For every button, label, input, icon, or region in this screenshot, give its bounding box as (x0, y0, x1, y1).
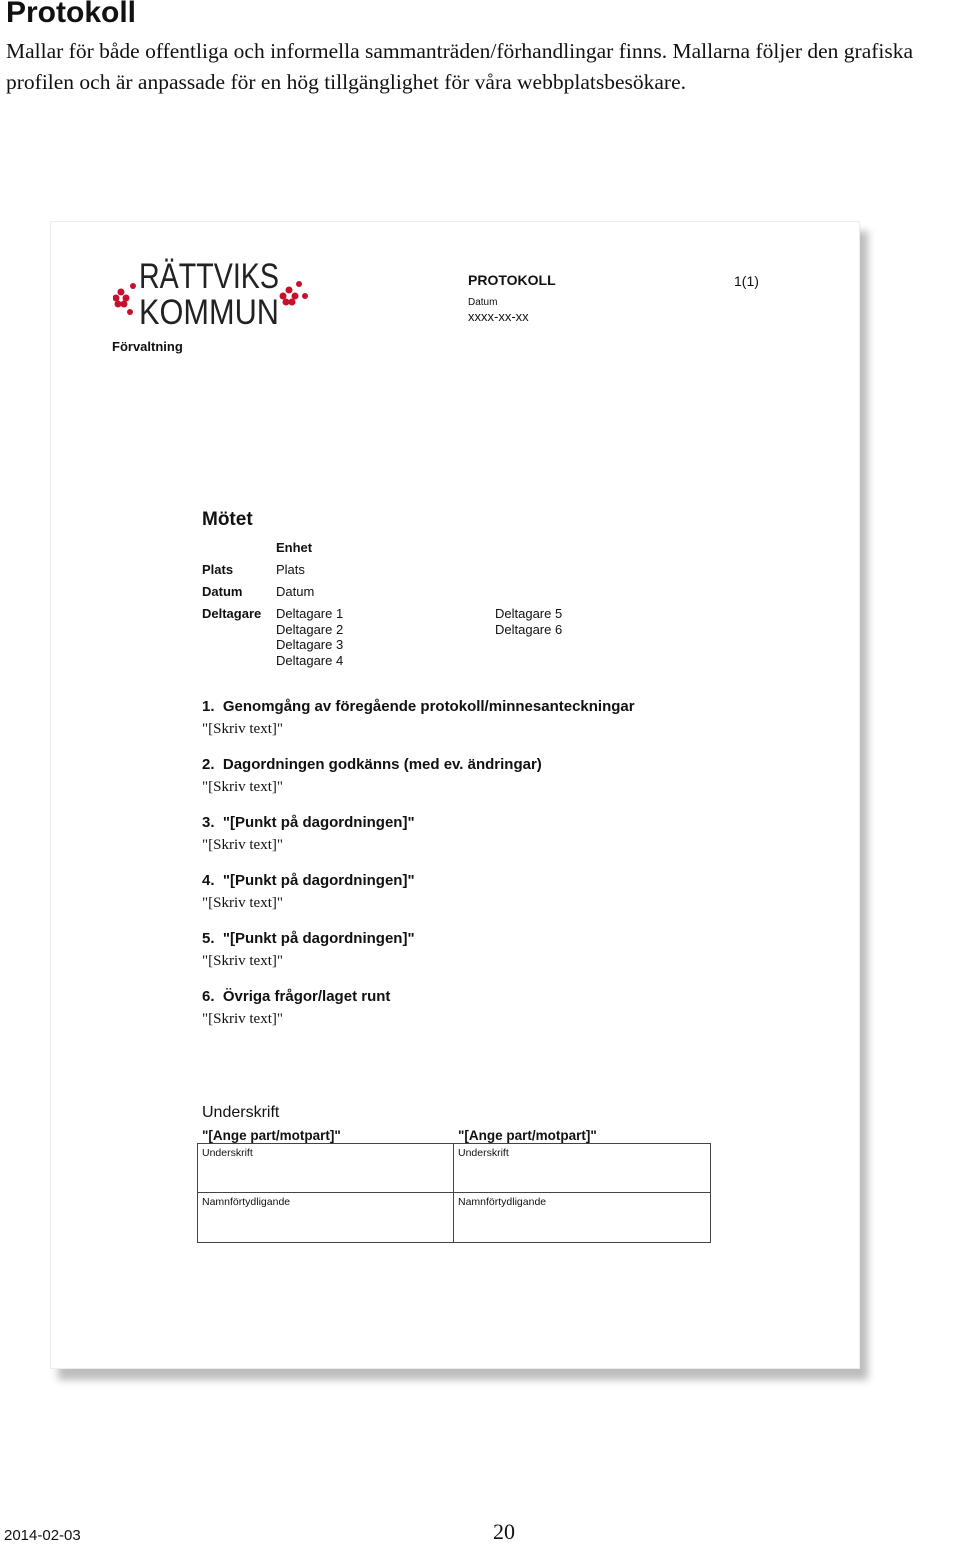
intro-paragraph: Mallar för både offentliga och informella sammanträden/förhandlingar finns. Mallarna följer den grafiska profilen och är anpassade för en hög tillgänglighet för våra webbplatsbesökare. (6, 39, 914, 94)
agenda-item-number: 4. (202, 872, 215, 889)
participant: Deltagare 6 (495, 621, 563, 637)
agenda-item-number: 5. (202, 930, 215, 947)
meeting-date-label: Datum (202, 584, 243, 599)
agenda-item-title: "[Punkt på dagordningen]" (222, 814, 415, 831)
agenda-item-heading (202, 872, 415, 889)
party-left: "[Ange part/motpart]" (202, 1128, 341, 1143)
name-cell (198, 1193, 454, 1242)
agenda-item-title: Övriga frågor/laget runt (222, 988, 391, 1005)
rattviks-kommun-logo (113, 254, 313, 332)
signature-cell (198, 1144, 454, 1193)
page-title: Protokoll (6, 0, 137, 29)
signature-label: Underskrift (458, 1147, 509, 1159)
party-right: "[Ange part/motpart]" (458, 1128, 597, 1143)
participant: Deltagare 1 (276, 606, 344, 621)
signature-table (197, 1143, 711, 1243)
signature-heading: Underskrift (202, 1104, 280, 1121)
footer-page-number: 20 (493, 1519, 515, 1544)
date-label: Datum (468, 297, 498, 308)
agenda-item-heading (202, 988, 390, 1005)
agenda-item-text: "[Skriv text]" (202, 721, 283, 737)
agenda-item-title: Genomgång av föregående protokoll/minnesanteckningar (222, 698, 635, 715)
meeting-date-value: Datum (276, 584, 315, 599)
agenda-item-heading (202, 814, 415, 831)
footer-date: 2014-02-03 (4, 1527, 81, 1544)
agenda-item-number: 3. (202, 814, 215, 831)
agenda-item-text: "[Skriv text]" (202, 895, 283, 911)
name-cell (454, 1193, 710, 1242)
agenda-item-number: 6. (202, 988, 215, 1005)
participants-col-1 (276, 606, 343, 669)
name-clarification-label: Namnförtydligande (458, 1196, 547, 1208)
participant: Deltagare 2 (276, 621, 344, 637)
svg-text:KOMMUN: KOMMUN (139, 293, 279, 332)
place-label: Plats (202, 562, 234, 577)
place-value: Plats (276, 562, 305, 577)
agenda-item-text: "[Skriv text]" (202, 779, 283, 795)
document-preview (50, 221, 860, 1369)
svg-text:RÄTTVIKS: RÄTTVIKS (139, 257, 279, 296)
agenda-item-number: 2. (202, 756, 215, 773)
agenda-item-text: "[Skriv text]" (202, 837, 283, 853)
agenda-item-number: 1. (202, 698, 215, 715)
department-label: Förvaltning (112, 339, 183, 354)
agenda-item-heading (202, 698, 635, 715)
agenda-item-text: "[Skriv text]" (202, 1011, 283, 1027)
name-clarification-label: Namnförtydligande (202, 1196, 291, 1208)
agenda-item-title: "[Punkt på dagordningen]" (222, 872, 415, 889)
agenda-item-heading (202, 756, 542, 773)
agenda-item-title: "[Punkt på dagordningen]" (222, 930, 415, 947)
document-type: PROTOKOLL (468, 272, 556, 288)
participants-label: Deltagare (202, 606, 262, 621)
agenda-item-text: "[Skriv text]" (202, 953, 283, 969)
unit-label: Enhet (276, 540, 313, 555)
date-value: xxxx-xx-xx (468, 309, 529, 324)
participants-col-2 (495, 606, 562, 637)
participant: Deltagare 3 (276, 637, 344, 653)
agenda-item-title: Dagordningen godkänns (med ev. ändringar) (222, 756, 542, 773)
meeting-heading: Mötet (202, 509, 253, 530)
signature-cell (454, 1144, 710, 1193)
participant: Deltagare 4 (276, 653, 344, 669)
agenda-item-heading (202, 930, 415, 947)
participant: Deltagare 5 (495, 606, 563, 621)
document-page-number: 1(1) (734, 273, 759, 289)
signature-label: Underskrift (202, 1147, 253, 1159)
